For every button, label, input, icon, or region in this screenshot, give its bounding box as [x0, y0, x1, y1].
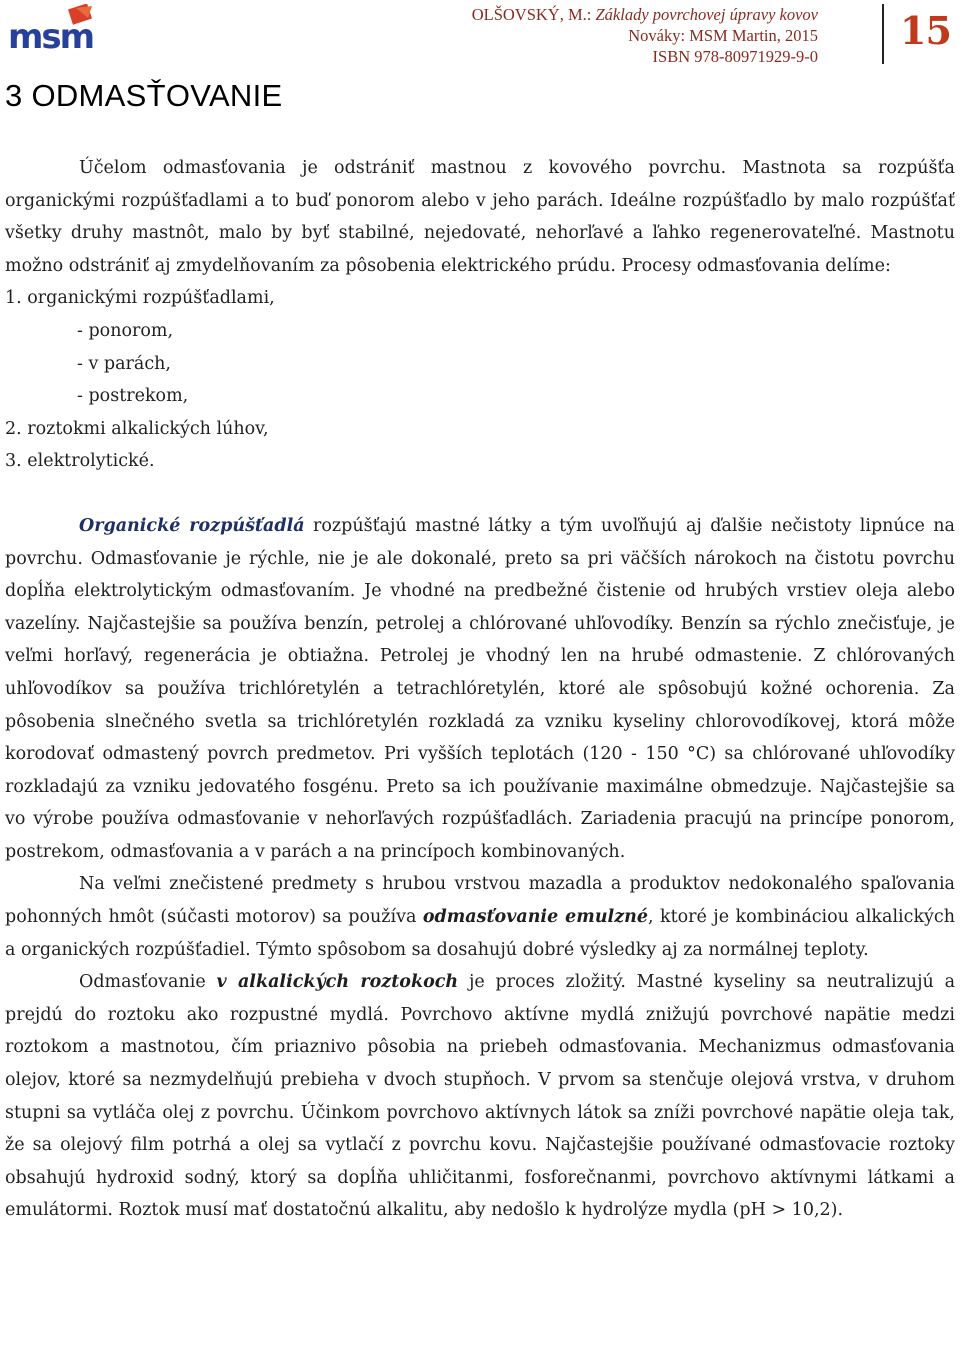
- emulsion-text-before: Na veľmi znečistené predmety s hrubou vrstvou mazadla a produktov nedokonalého spaľovania pohonných hmôt (súčasti motorov) sa používa: [5, 874, 955, 928]
- alkaline-emphasis: v alkalických roztokoch: [216, 972, 459, 993]
- chapter-title: 3 ODMASŤOVANIE: [5, 78, 283, 113]
- citation-line-1: [472, 4, 818, 25]
- list-item-2: 2. roztokmi alkalických lúhov,: [5, 418, 269, 439]
- organic-paragraph: [5, 510, 955, 869]
- publisher: Nováky: MSM Martin, 2015: [628, 26, 818, 45]
- logo-text: msm: [8, 17, 94, 57]
- sub-item-postrekom: - postrekom,: [77, 386, 189, 407]
- alkaline-paragraph: [5, 966, 955, 1227]
- alkaline-text-after: je proces zložitý. Mastné kyseliny sa neutralizujú a prejdú do roztoku ako rozpustné mydlá. Povrchovo aktívne mydlá znižujú povrchové napätie medzi roztokom a mastnotou, čím priaznivo pôsobia na priebeh odmasťovania. Mechanizmus odmasťovania olejov, ktoré sa nezmydelňujú prebieha v dvoch stupňoch. V prvom sa stenčuje olejová vrstva, v druhom stupni sa vytláča olej z povrchu. Účinkom povrchovo aktívnych látok sa zníži povrchové napätie oleja tak, že sa olejový film potrhá a olej sa vytlačí z povrchu kovu. Najčastejšie používané odmasťovacie roztoky obsahujú hydroxid sodný, ktorý sa dopĺňa uhličitanmi, fosforečnanmi, povrchovo aktívnymi látkami a emulátormi. Roztok musí mať dostatočnú alkalitu, aby nedošlo k hydrolýze mydla (pH > 10,2).: [5, 972, 955, 1221]
- emulsion-emphasis: odmasťovanie emulzné: [422, 907, 648, 928]
- header-divider: [882, 4, 884, 64]
- organic-text: rozpúšťajú mastné látky a tým uvoľňujú aj ďalšie nečistoty lipnúce na povrchu. Odmasťovanie je rýchle, nie je ale dokonalé, preto sa pri väčších nárokoch na čistotu povrchu dopĺňa elektrolytickým odmasťovaním. Je vhodné na predbežné čistenie od hrubých vrstiev oleja alebo vazelíny. Najčastejšie sa používa benzín, petrolej a chlórované uhľovodíky. Benzín sa rýchlo znečisťuje, je veľmi horľavý, regenerácia je obtiažna. Petrolej je vhodný len na hrubé odmastenie. Z chlórovaných uhľovodíkov sa používa trichlóretylén a tetrachlóretylén, ktoré ale spôsobujú kožné ochorenia. Za pôsobenia slnečného svetla sa trichlóretylén rozkladá za vzniku kyseliny chlorovodíkovej, ktorá môže korodovať odmastený povrch predmetov. Pri vyšších teplotách (120 - 150 °C) sa chlórované uhľovodíky rozkladajú za vzniku jedovatého fosgénu. Preto sa ich používanie maximálne obmedzuje. Najčastejšie sa vo výrobe používa odmasťovanie v nehorľavých rozpúšťadlách. Zariadenia pracujú na princípe ponorom, postrekom, odmasťovania a v parách a na princípoch kombinovaných.: [5, 515, 955, 862]
- emulsion-text-after: , ktoré je kombináciou alkalických a organických rozpúšťadiel. Týmto spôsobom sa dosahujú dobré výsledky aj za normálnej teploty.: [5, 907, 956, 960]
- intro-paragraph: Účelom odmasťovania je odstrániť mastnou z kovového povrchu. Mastnota sa rozpúšťa organickými rozpúšťadlami a to buď ponorom alebo v jeho parách. Ideálne rozpúšťadlo by malo rozpúšťať všetky druhy mastnôt, malo by byť stabilné, nejedovaté, nehorľavé a ľahko regenerovateľné. Mastnotu možno odstrániť aj zmydelňovaním za pôsobenia elektrického prúdu. Procesy odmasťovania delíme:: [5, 158, 955, 276]
- sub-item-ponorom: - ponorom,: [77, 320, 174, 341]
- page-number: 15: [900, 8, 951, 53]
- paragraph-gap: [5, 478, 955, 510]
- organic-lead: Organické rozpúšťadlá: [79, 515, 305, 536]
- document-body: [5, 152, 955, 1227]
- sub-item-v-parach: - v parách,: [77, 353, 171, 374]
- page-header: [0, 0, 960, 70]
- list-item-3: 3. elektrolytické.: [5, 451, 155, 472]
- isbn: ISBN 978-80971929-9-0: [652, 47, 818, 66]
- author: OLŠOVSKÝ, M.:: [471, 5, 592, 24]
- book-title: Základy povrchovej úpravy kovov: [595, 5, 818, 24]
- msm-logo: [6, 4, 110, 60]
- citation-block: [472, 4, 818, 67]
- emulsion-paragraph: [5, 868, 955, 966]
- list-item-1: 1. organickými rozpúšťadlami,: [5, 288, 275, 309]
- alkaline-text-before: Odmasťovanie: [79, 972, 217, 993]
